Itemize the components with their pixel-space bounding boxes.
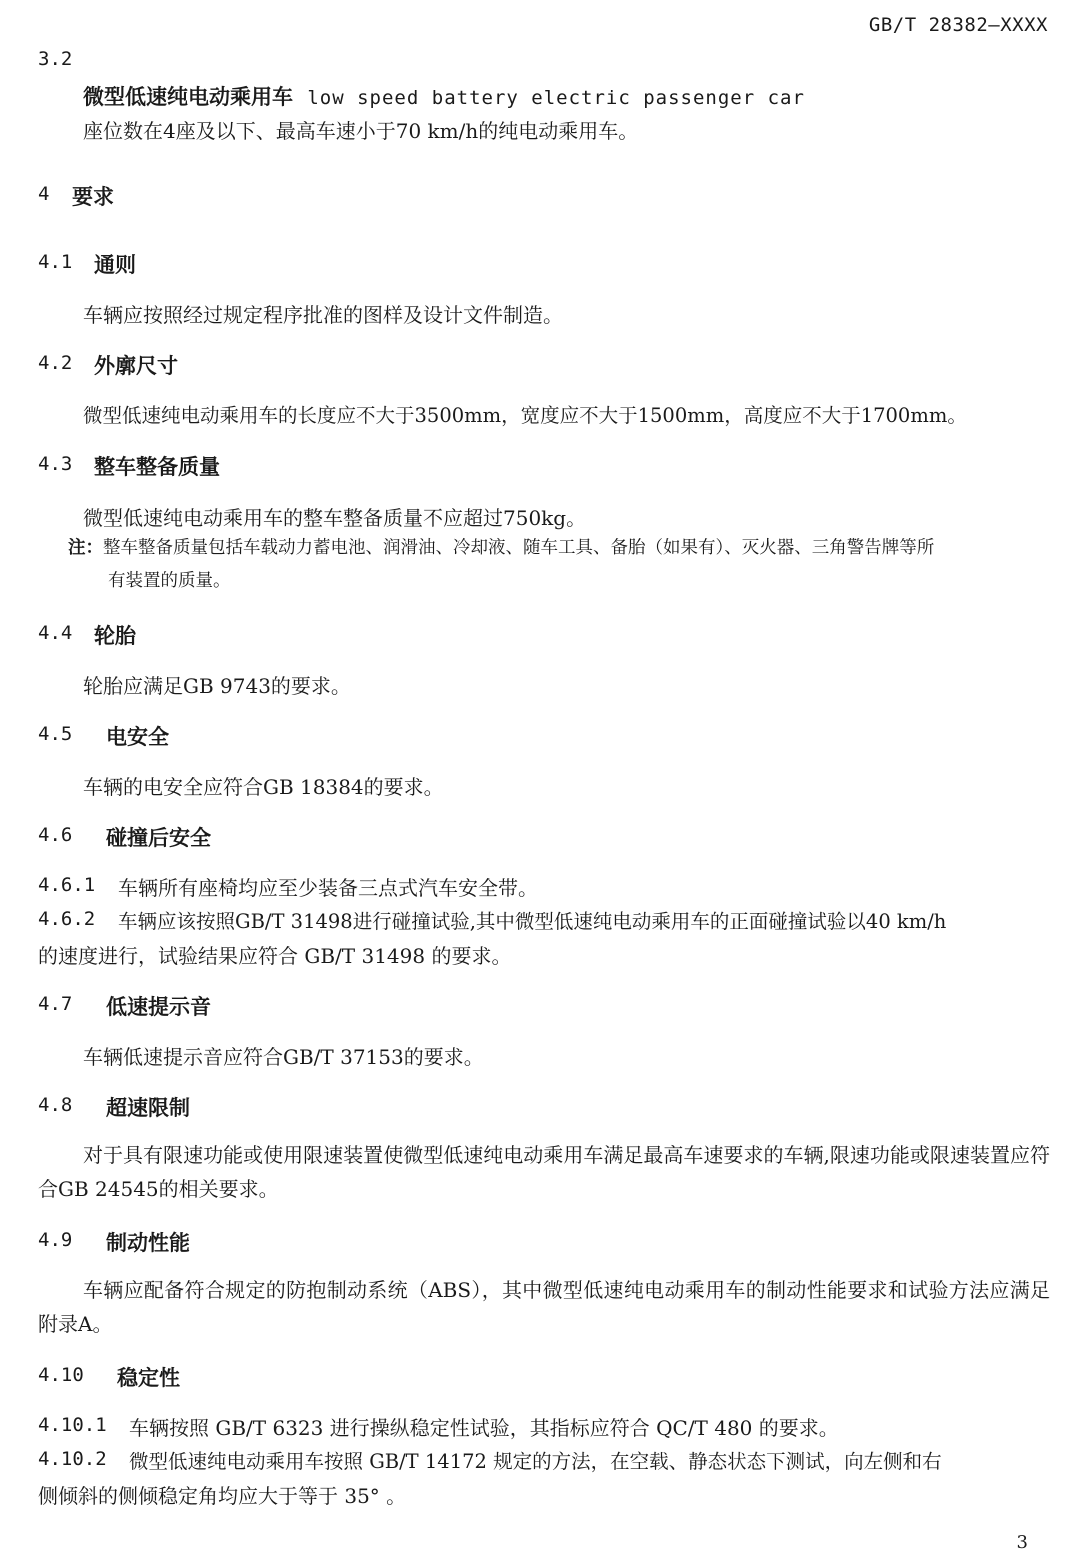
term-definition: 座位数在4座及以下、最高车速小于70 km/h的纯电动乘用车。: [83, 119, 639, 143]
term-number: 3.2: [38, 48, 73, 70]
s4-3-text: 微型低速纯电动乘用车的整车整备质量不应超过750kg。: [83, 506, 587, 530]
s4-6-2-number: 4.6.2: [38, 908, 96, 930]
section-4-title: 要求: [72, 185, 114, 209]
s4-6-2-line-1: 车辆应该按照GB/T 31498进行碰撞试验,其中微型低速纯电动乘用车的正面碰撞试验以40 km/h: [118, 910, 947, 933]
s4-10-2-line-1: 微型低速纯电动乘用车按照 GB/T 14172 规定的方法，在空载、静态状态下测试，向左侧和右: [129, 1450, 942, 1473]
s4-10-2-line-2: 侧倾斜的侧倾稳定角均应大于等于 35° 。: [38, 1484, 407, 1508]
s4-9-number: 4.9: [38, 1229, 73, 1251]
s4-8-text: 对于具有限速功能或使用限速装置使微型低速纯电动乘用车满足最高车速要求的车辆,限速功能或限速装置应符合GB 24545的相关要求。: [38, 1143, 1050, 1201]
s4-10-title: 稳定性: [117, 1366, 180, 1390]
document-code: GB/T 28382—XXXX: [868, 14, 1048, 36]
s4-6-1-text: 车辆所有座椅均应至少装备三点式汽车安全带。: [118, 876, 538, 900]
s4-10-2-number: 4.10.2: [38, 1448, 107, 1470]
s4-9-text: 车辆应配备符合规定的防抱制动系统（ABS），其中微型低速纯电动乘用车的制动性能要求和试验方法应满足附录A。: [38, 1278, 1050, 1336]
s4-1-title: 通则: [94, 253, 136, 277]
s4-10-number: 4.10: [38, 1364, 84, 1386]
s4-2-number: 4.2: [38, 352, 73, 374]
s4-7-title: 低速提示音: [106, 995, 211, 1019]
term-en: low speed battery electric passenger car: [307, 87, 805, 109]
s4-7-text: 车辆低速提示音应符合GB/T 37153的要求。: [83, 1045, 484, 1069]
s4-5-number: 4.5: [38, 723, 73, 745]
s4-5-text: 车辆的电安全应符合GB 18384的要求。: [83, 775, 444, 799]
s4-8-title: 超速限制: [106, 1096, 190, 1120]
s4-9-title: 制动性能: [106, 1231, 190, 1255]
s4-3-note: [68, 532, 1050, 598]
note-line-1: 整车整备质量包括车载动力蓄电池、润滑油、冷却液、随车工具、备胎（如果有）、灭火器、三角警告牌等所: [103, 538, 935, 558]
term-title: [83, 81, 805, 111]
s4-4-number: 4.4: [38, 622, 73, 644]
note-line-2: 有装置的质量。: [108, 571, 231, 591]
s4-6-title: 碰撞后安全: [106, 826, 211, 850]
s4-6-number: 4.6: [38, 824, 73, 846]
s4-4-title: 轮胎: [94, 624, 136, 648]
s4-5-title: 电安全: [106, 725, 169, 749]
s4-3-title: 整车整备质量: [94, 455, 220, 479]
s4-10-1-text: 车辆按照 GB/T 6323 进行操纵稳定性试验，其指标应符合 QC/T 480 的要求。: [129, 1416, 839, 1440]
s4-8-number: 4.8: [38, 1094, 73, 1116]
s4-6-2-line-2: 的速度进行，试验结果应符合 GB/T 31498 的要求。: [38, 944, 512, 968]
s4-3-number: 4.3: [38, 453, 73, 475]
s4-10-1-number: 4.10.1: [38, 1414, 107, 1436]
s4-7-number: 4.7: [38, 993, 73, 1015]
s4-1-number: 4.1: [38, 251, 73, 273]
s4-1-text: 车辆应按照经过规定程序批准的图样及设计文件制造。: [83, 303, 563, 327]
s4-2-text: 微型低速纯电动乘用车的长度应不大于3500mm，宽度应不大于1500mm，高度应不大于1700mm。: [83, 404, 967, 427]
term-zh: 微型低速纯电动乘用车: [83, 85, 293, 109]
page-number: 3: [1016, 1532, 1028, 1553]
s4-4-text: 轮胎应满足GB 9743的要求。: [83, 674, 351, 698]
s4-2-title: 外廓尺寸: [94, 354, 178, 378]
note-label: 注：: [68, 538, 103, 558]
s4-6-1-number: 4.6.1: [38, 874, 96, 896]
section-4-number: 4: [38, 183, 50, 205]
